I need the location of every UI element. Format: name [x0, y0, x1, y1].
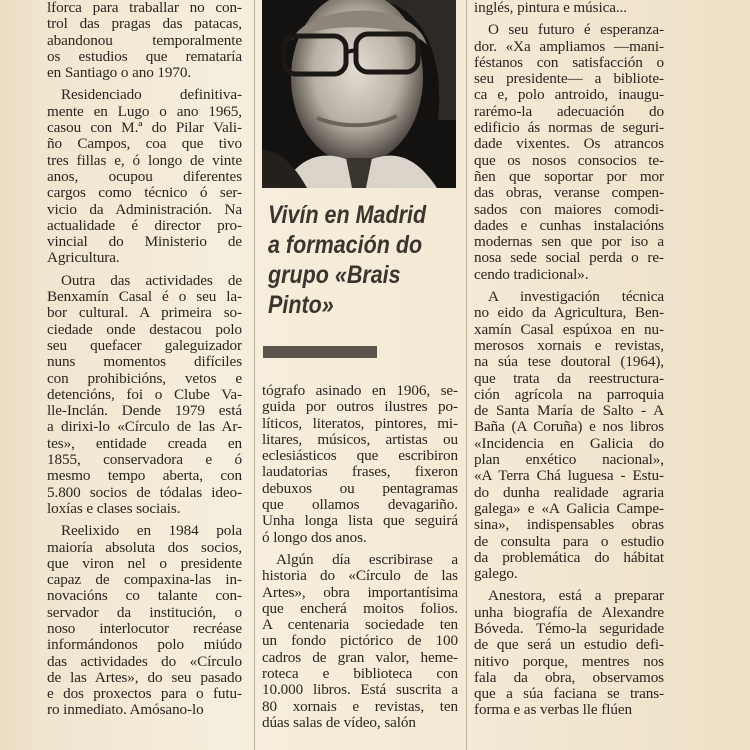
article-paragraph	[262, 383, 458, 546]
headline-line: Pinto»	[268, 291, 334, 319]
right-column	[474, 0, 664, 719]
text-line: sados con maiores comodi-	[474, 200, 664, 218]
text-line: que trata da reestructura-	[474, 369, 664, 387]
text-line: O seu futuro é esperanza-	[488, 21, 664, 39]
text-line: capaz de compaxina-las in-	[47, 571, 242, 589]
text-line: dade vixentes. Os atrancos	[474, 135, 664, 153]
text-line: de que será un estudio defi-	[474, 636, 664, 654]
text-line: tes», entidade creada en	[47, 434, 242, 452]
article-paragraph	[474, 0, 664, 16]
text-line: A investigación técnica	[488, 288, 664, 306]
text-line: das obras, veranse compen-	[474, 184, 664, 202]
text-line: mesmo tempo aberta, con	[47, 467, 242, 485]
text-line: cadros de gran valor, heme-	[262, 648, 458, 666]
text-line: vicio da Administración. Na	[47, 200, 242, 218]
portrait-image	[262, 0, 456, 188]
text-line: ciedade onde destacou polo	[47, 320, 242, 338]
text-line: vincial do Ministerio de	[47, 233, 242, 251]
text-line: que encherá moitos folios.	[262, 599, 458, 617]
text-line: casou con M.ª do Pilar Vali-	[47, 119, 242, 137]
text-line: ñen que soportar por mor	[474, 167, 664, 185]
article-paragraph	[262, 552, 458, 731]
text-line: xamín Casal espúxoa en nu-	[474, 320, 664, 338]
text-line: que a súa faciana se trans-	[474, 685, 664, 703]
text-line: guida por outros ilustres po-	[262, 398, 458, 416]
text-line: dor. «Xa ampliamos —mani-	[474, 37, 664, 55]
text-line: roteca e biblioteca con	[262, 665, 458, 683]
text-line: de las Artes», do seu pasado	[47, 668, 242, 686]
text-line: edificio ás normas de seguri-	[474, 119, 664, 137]
text-line: «Incidencia en Galicia do	[474, 434, 664, 452]
text-line: lforca para traballar no con-	[47, 0, 242, 16]
text-line: A centenaria sociedade ten	[262, 616, 458, 634]
text-line: tógrafo asinado en 1906, se-	[262, 382, 458, 399]
text-line: de Santa María de Salto - A	[474, 402, 664, 420]
text-line: servador da institución, o	[47, 603, 242, 621]
text-line: de consulta para o estudio	[474, 532, 664, 550]
column-rule-left	[254, 0, 255, 750]
text-line: dades e cunhas instalacións	[474, 216, 664, 234]
text-line: eclesiásticos que escribiron	[262, 447, 458, 465]
text-line: seu quefacer galeguizador	[47, 336, 242, 354]
text-line: ó longo dos anos.	[262, 528, 367, 546]
text-line: loxías e clases sociais.	[47, 499, 181, 517]
text-line: galego.	[474, 565, 518, 583]
text-line: nosa sede social perda o re-	[474, 249, 664, 267]
text-line: que viron nel o presidente	[47, 554, 242, 572]
text-line: noso interlocutor recréase	[47, 619, 242, 637]
text-line: merosos xornais e revistas,	[474, 336, 664, 354]
text-line: dúas salas de vídeo, salón	[262, 713, 416, 731]
text-line: Unha longa lista que seguirá	[262, 512, 458, 530]
text-line: Benxamín Casal é o seu la-	[47, 288, 242, 306]
text-line: ro inmediato. Amósano-lo	[47, 701, 204, 719]
text-line: que os nosos consocios te-	[474, 151, 664, 169]
text-line: plan enxético nacional»,	[474, 451, 664, 469]
text-line: Residenciado definitiva-	[61, 86, 242, 104]
text-line: que ollamos devagariño.	[262, 496, 458, 514]
text-line: cargos como técnico ó ser-	[47, 184, 242, 202]
text-line: en Santiago o ano 1970.	[47, 64, 192, 82]
headline-line: grupo «Brais	[268, 261, 401, 289]
text-line: Artes», obra importantísima	[262, 583, 458, 601]
text-line: actualidade é director pro-	[47, 216, 242, 234]
text-line: maioría absoluta dos socios,	[47, 538, 242, 556]
text-line: informándonos polo miúdo	[47, 636, 242, 654]
text-line: lle-Inclán. Dende 1979 está	[47, 402, 242, 420]
text-line: 1855, conservadora e ó	[47, 451, 242, 469]
text-line: Reelixido en 1984 pola	[61, 522, 242, 540]
page-fold-shadow	[0, 0, 40, 750]
text-line: 80 xornais e revistas, ten	[262, 697, 458, 715]
text-line: con prohibicións, vetos e	[47, 369, 242, 387]
text-line: bor cultural. A primeira so-	[47, 304, 242, 322]
text-line: Bóveda. Témo-la seguridade	[474, 619, 664, 637]
text-line: un fondo pictórico de 100	[262, 632, 458, 650]
text-line: Anestora, está a preparar	[488, 587, 664, 605]
text-line: a dirixi-lo «Círculo de las Ar-	[47, 418, 242, 436]
article-paragraph	[47, 523, 242, 719]
text-line: cendo tradicional».	[474, 265, 589, 283]
article-paragraph	[47, 87, 242, 266]
text-line: mente en Lugo o ano 1965,	[47, 102, 242, 120]
article-paragraph	[474, 588, 664, 718]
text-line: nitivo porque, mentres nos	[474, 652, 664, 670]
text-line: Algún día escribirase a	[276, 550, 458, 568]
headline-line: Vivín en Madrid	[268, 201, 427, 229]
article-paragraph	[47, 273, 242, 517]
text-line: modernas sen que por iso a	[474, 233, 664, 251]
text-line: ca e, polo antroido, inaugu-	[474, 86, 664, 104]
text-line: litares, músicos, artistas ou	[262, 430, 458, 448]
text-line: abandonou temporalmente	[47, 31, 242, 49]
text-line: e dos proxectos para o futu-	[47, 685, 242, 703]
article-paragraph	[474, 289, 664, 582]
text-line: rarémo-la adecuación do	[474, 102, 664, 120]
middle-column	[262, 383, 458, 731]
column-rule-right	[466, 0, 467, 750]
text-line: no eido da Agricultura, Ben-	[474, 304, 664, 322]
text-line: inglés, pintura e música...	[474, 0, 627, 16]
text-line: historia do «Círculo de las	[262, 567, 458, 585]
text-line: 10.000 libros. Está suscrita a	[262, 681, 458, 699]
text-line: debuxos ou pentagramas	[262, 479, 458, 497]
text-line: detencións, foi o Clube Va-	[47, 385, 242, 403]
text-line: fala da obra, observamos	[474, 668, 664, 686]
text-line: nuns momentos difíciles	[47, 353, 242, 371]
text-line: galega» e «A Galicia Campe-	[474, 499, 664, 517]
text-line: novacións co talante con-	[47, 587, 242, 605]
text-line: trol das pragas das patacas,	[47, 15, 242, 33]
text-line: féstanos con satisfacción o	[474, 53, 664, 71]
text-line: «A Terra Chá luguesa - Estu-	[474, 467, 664, 485]
section-headline	[268, 200, 453, 320]
text-line: Outra das actividades de	[61, 271, 242, 289]
text-line: unha biografía de Alexandre	[474, 603, 664, 621]
article-paragraph	[47, 0, 242, 81]
headline-underline-bar	[263, 346, 377, 358]
article-paragraph	[474, 22, 664, 283]
text-line: tres fillas e, ó longo de vinte	[47, 151, 242, 169]
text-line: forma e as verbas lle flúen	[474, 701, 632, 719]
left-column	[47, 0, 242, 719]
text-line: anos, ocupou diferentes	[47, 167, 242, 185]
headline-line: a formación do	[268, 231, 423, 259]
text-line: seu presidente— a bibliote-	[474, 70, 664, 88]
text-line: Baña (A Coruña) e nos libros	[474, 418, 664, 436]
text-line: Agricultura.	[47, 249, 120, 267]
text-line: ño Campos, coa que tivo	[47, 135, 242, 153]
portrait-photo	[262, 0, 456, 188]
text-line: sina», indispensables obras	[474, 516, 664, 534]
text-line: das actividades do «Círculo	[47, 652, 242, 670]
text-line: os estudios que remataría	[47, 47, 242, 65]
text-line: 5.800 socios de tódalas ideo-	[47, 483, 242, 501]
text-line: da problemática do hábitat	[474, 548, 664, 566]
text-line: laudatorias frases, fixeron	[262, 463, 458, 481]
text-line: líticos, literatos, pintores, mi-	[262, 414, 458, 432]
text-line: do dunha realidade agraria	[474, 483, 664, 501]
text-line: na súa tese doutoral (1964),	[474, 353, 664, 371]
text-line: ción agrícola na parroquia	[474, 385, 664, 403]
